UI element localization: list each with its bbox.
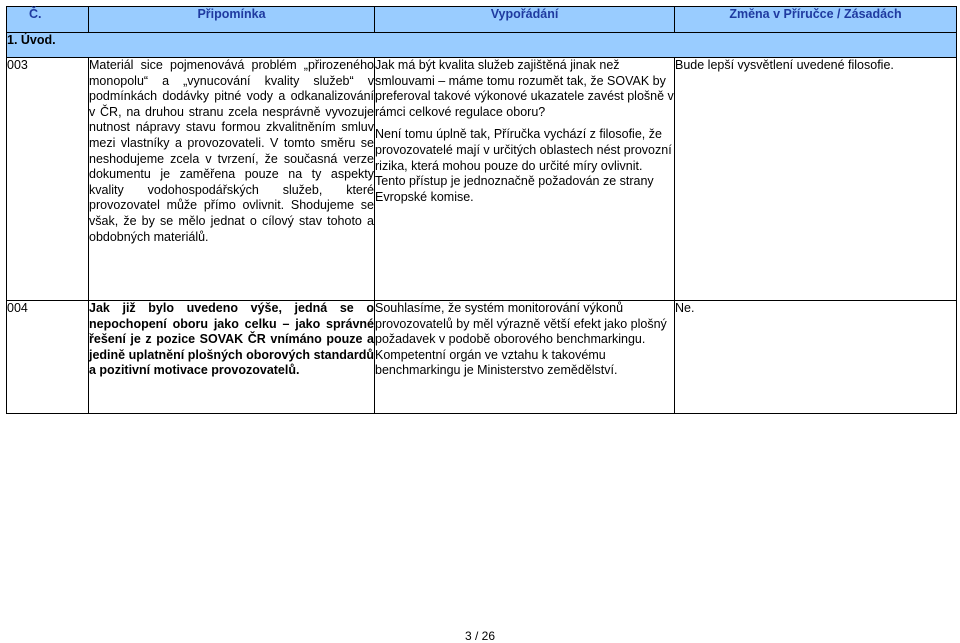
resolution-paragraph: Není tomu úplně tak, Příručka vychází z filosofie, že provozovatelé mají v určitých oblastech nést provozní rizika, která mohou pouze do určité míry ovlivnit. Tento přístup je jednoznačně požadován ze strany Evropské komise. xyxy=(375,127,672,204)
section-title: 1. Úvod. xyxy=(7,33,957,58)
table-row xyxy=(7,301,957,414)
row-resolution: Souhlasíme, že systém monitorování výkonů provozovatelů by měl výrazně větší efekt jako plošný požadavek v podobě oborového benchmarkingu. Kompetentní orgán ve vztahu k takovému benchmarkingu je Ministerstvo zemědělství. xyxy=(375,301,675,414)
header-number: Č. xyxy=(7,7,89,33)
row-change: Bude lepší vysvětlení uvedené filosofie. xyxy=(675,58,957,301)
page-number: 3 / 26 xyxy=(464,629,496,643)
header-comment: Připomínka xyxy=(89,7,375,33)
table-header-row xyxy=(7,7,957,33)
resolution-paragraph: Jak má být kvalita služeb zajištěná jinak než smlouvami – máme tomu rozumět tak, že SOVAK by preferoval takové výkonové ukazatele zavést plošně v rámci celkové regulace oboru? xyxy=(375,58,674,119)
row-number: 003 xyxy=(7,58,89,301)
row-comment: Jak již bylo uvedeno výše, jedná se o nepochopení oboru jako celku – jako správné řešení je z pozice SOVAK ČR vnímáno pouze a jedině uplatnění plošných oborových standardů a pozitivní motivace provozovatelů. xyxy=(89,301,375,414)
row-resolution xyxy=(375,58,675,301)
section-row xyxy=(7,33,957,58)
header-resolution: Vypořádání xyxy=(375,7,675,33)
table-row xyxy=(7,58,957,301)
header-change: Změna v Příručce / Zásadách xyxy=(675,7,957,33)
row-comment: Materiál sice pojmenovává problém „přirozeného monopolu“ a „vynucování kvality služeb“ v podmínkách dodávky pitné vody a odkanalizování v ČR, na druhou stranu zcela nesprávně vyvozuje nutnost nápravy stavu formou zkvalitněním smluv mezi vlastníky a provozovateli. V tomto směru se neshodujeme zcela v tvrzení, že současná verze dokumentu je zaměřena pouze na ty aspekty kvality vodohospodářských služeb, které provozovatel může přímo ovlivnit. Shodujeme se však, že by se mělo jednat o cílový stav tohoto a obdobných materiálů. xyxy=(89,58,375,301)
row-change: Ne. xyxy=(675,301,957,414)
row-number: 004 xyxy=(7,301,89,414)
comments-table xyxy=(6,6,957,414)
